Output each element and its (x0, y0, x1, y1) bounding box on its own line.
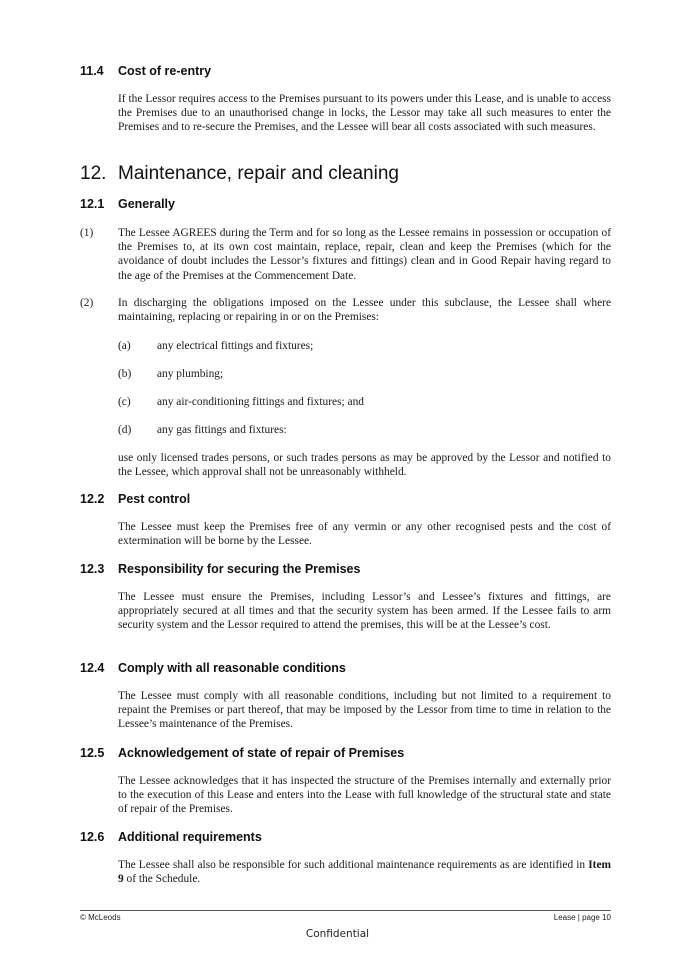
heading-12-1 (80, 197, 620, 212)
heading-title: Pest control (118, 492, 191, 506)
heading-title: Acknowledgement of state of repair of Premises (118, 746, 405, 760)
heading-title: Generally (118, 197, 175, 211)
heading-title: Additional requirements (118, 830, 262, 844)
paragraph-text: The Lessee shall also be responsible for such additional maintenance requirements as are identified in (118, 859, 589, 871)
heading-12-2 (80, 492, 620, 507)
footer-page-number: Lease | page 10 (553, 913, 611, 922)
list-item-text: any electrical fittings and fixtures; (157, 340, 314, 352)
heading-number: 11.4 (80, 64, 104, 78)
paragraph-12-5: The Lessee acknowledges that it has inspected the structure of the Premises internally and externally prior to the execution of this Lease and enters into the Lease with full knowledge of the structural state and state of repair of the Premises. (118, 775, 611, 816)
paragraph-12-4: The Lessee must comply with all reasonable conditions, including but not limited to a requirement to repaint the Premises or part thereof, that may be imposed by the Lessor from time to time in relation to the Lessee’s maintenance of the Premises. (118, 690, 611, 731)
list-item-marker: (c) (118, 396, 131, 408)
list-item-text: any plumbing; (157, 368, 224, 380)
heading-11-4 (80, 64, 620, 79)
paragraph-11-4: If the Lessor requires access to the Premises pursuant to its powers under this Lease, and is unable to access the Premises due to an unauthorised change in locks, the Lessor may take all such measures to enter the Premises and to re-secure the Premises, and the Lessee will bear all costs associated with such measures. (118, 93, 611, 134)
clause-marker-1: (1) (80, 227, 94, 239)
heading-12-5 (80, 746, 620, 761)
paragraph-12-6 (118, 858, 611, 886)
heading-title: Cost of re-entry (118, 64, 212, 78)
heading-number: 12.4 (80, 661, 105, 675)
paragraph-text: of the Schedule. (123, 873, 201, 886)
list-item-text: any gas fittings and fixtures: (157, 424, 287, 436)
heading-12 (80, 163, 620, 185)
heading-12-6 (80, 830, 620, 845)
paragraph-12-2: The Lessee must keep the Premises free of any vermin or any other recognised pests and the cost of extermination will be borne by the Lessee. (118, 521, 611, 548)
clause-marker-2: (2) (80, 297, 94, 309)
heading-title: Maintenance, repair and cleaning (118, 163, 399, 184)
heading-12-4 (80, 661, 620, 676)
paragraph-12-1-2: In discharging the obligations imposed on the Lessee under this subclause, the Lessee shall where maintaining, replacing or repairing in or on the Premises: (118, 297, 611, 324)
paragraph-12-1-2-tail: use only licensed trades persons, or such trades persons as may be approved by the Lessor and notified to the Lessee, which approval shall not be unreasonably withheld. (118, 452, 611, 479)
paragraph-12-1-1: The Lessee AGREES during the Term and for so long as the Lessee remains in possession or occupation of the Premises to, at its own cost maintain, replace, repair, clean and keep the Premises (which for the avoidance of doubt includes the Lessor’s fixtures and fittings) clean and in Good Repair having regard to the age of the Premises at the Commencement Date. (118, 227, 611, 282)
heading-number: 12.6 (80, 830, 105, 844)
heading-number: 12.2 (80, 492, 105, 506)
footer-divider (80, 910, 611, 911)
heading-number: 12.5 (80, 746, 105, 760)
heading-number: 12.1 (80, 197, 105, 211)
list-item-marker: (a) (118, 340, 131, 352)
list-item-marker: (d) (118, 424, 132, 436)
list-item-text: any air-conditioning fittings and fixtures; and (157, 396, 364, 408)
heading-title: Responsibility for securing the Premises (118, 562, 361, 576)
heading-number: 12. (80, 163, 107, 184)
list-item-marker: (b) (118, 368, 132, 380)
confidential-label: Confidential (305, 928, 370, 940)
schedule-item-reference: Item 9 (118, 859, 611, 886)
footer-copyright: © McLeods (80, 913, 121, 922)
paragraph-12-3: The Lessee must ensure the Premises, including Lessor’s and Lessee’s fixtures and fittings, are appropriately secured at all times and that the security system has been armed. If the Lessee fails to arm security system and the Lessor required to attend the premises, this will be at the Lessee’s cost. (118, 591, 611, 632)
heading-title: Comply with all reasonable conditions (118, 661, 346, 675)
heading-12-3 (80, 562, 620, 577)
heading-number: 12.3 (80, 562, 105, 576)
